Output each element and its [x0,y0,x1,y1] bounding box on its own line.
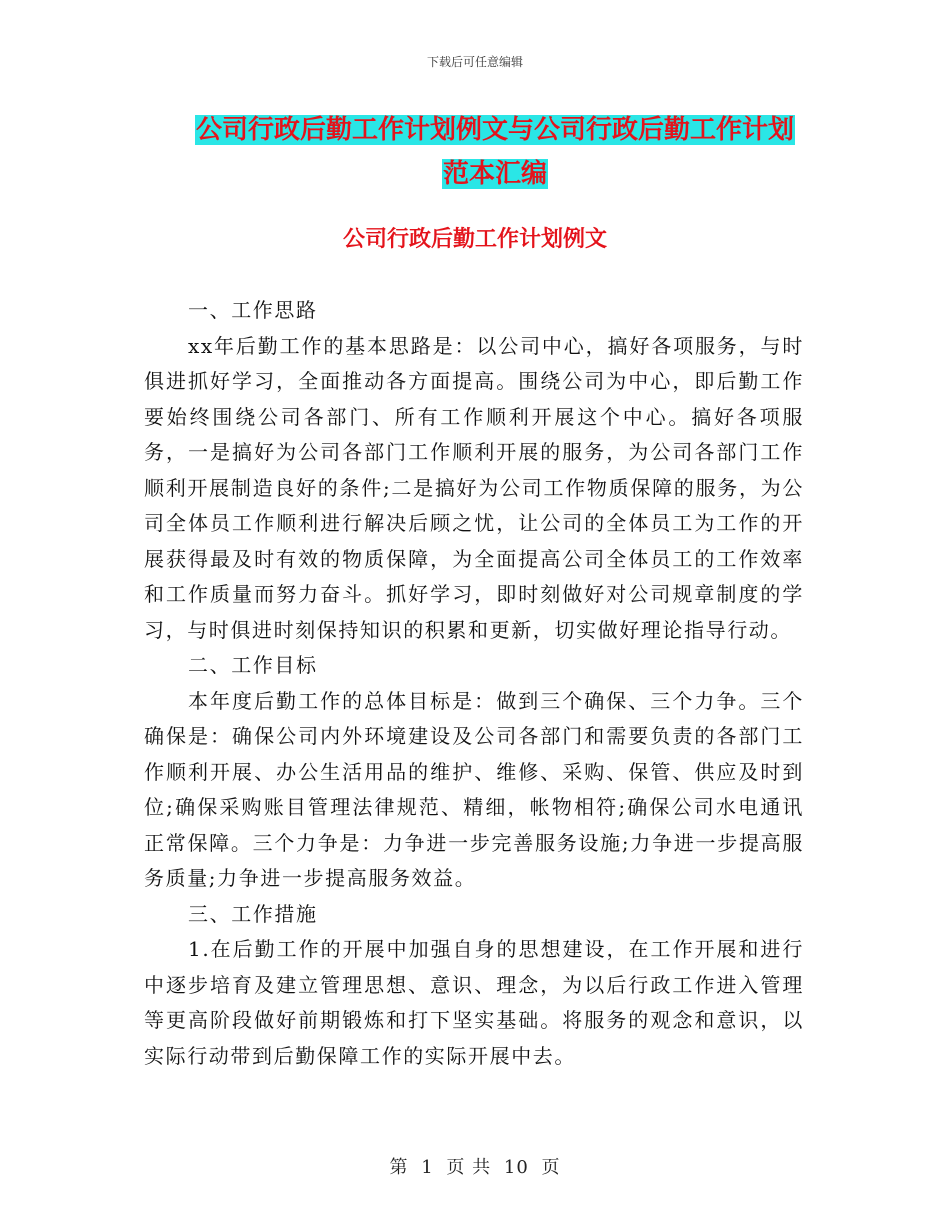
paragraph-measure-1: 1.在后勤工作的开展中加强自身的思想建设，在工作开展和进行中逐步培育及建立管理思想、意识、理念，为以后行政工作进入管理等更高阶段做好前期锻炼和打下坚实基础。将服务的观念和意识，以实际行动带到后勤保障工作的实际开展中去。 [144,937,804,1068]
title-line-2: 范本汇编 [442,159,547,189]
header-note: 下载后可任意编辑 [426,55,523,69]
document-body [144,293,804,1074]
heading-work-measures: 三、工作措施 [188,901,318,926]
footer-total-pages: 10 [503,1157,529,1178]
title-line-1: 公司行政后勤工作计划例文与公司行政后勤工作计划 [195,115,794,145]
heading-work-ideas: 一、工作思路 [188,298,318,322]
footer-current-page: 1 [421,1157,434,1178]
paragraph-work-goals: 本年度后勤工作的总体目标是：做到三个确保、三个力争。三个确保是：确保公司内外环境建设及公司各部门和需要负责的各部门工作顺利开展、办公生活用品的维护、维修、采购、保管、供应及时到位;确保采购账目管理法律规范、精细，帐物相符;确保公司水电通讯正常保障。三个力争是：力争进一步完善服务设施;力争进一步提高服务质量;力争进一步提高服务效益。 [144,688,804,890]
footer-suffix: 页 [541,1157,561,1178]
page-footer [0,1153,950,1179]
heading-work-goals: 二、工作目标 [188,653,318,677]
document-title [170,108,820,196]
footer-prefix: 第 [389,1157,409,1178]
footer-middle: 页 共 [446,1157,492,1178]
paragraph-work-ideas: xx年后勤工作的基本思路是：以公司中心，搞好各项服务，与时俱进抓好学习，全面推动各方面提高。围绕公司为中心，即后勤工作要始终围绕公司各部门、所有工作顺利开展这个中心。搞好各项服务，一是搞好为公司各部门工作顺利开展的服务，为公司各部门工作顺利开展制造良好的条件;二是搞好为公司工作物质保障的服务，为公司全体员工作顺利进行解决后顾之忧，让公司的全体员工为工作的开展获得最及时有效的物质保障，为全面提高公司全体员工的工作效率和工作质量而努力奋斗。抓好学习，即时刻做好对公司规章制度的学习，与时俱进时刻保持知识的积累和更新，切实做好理论指导行动。 [144,333,804,642]
section-title: 公司行政后勤工作计划例文 [342,226,607,252]
